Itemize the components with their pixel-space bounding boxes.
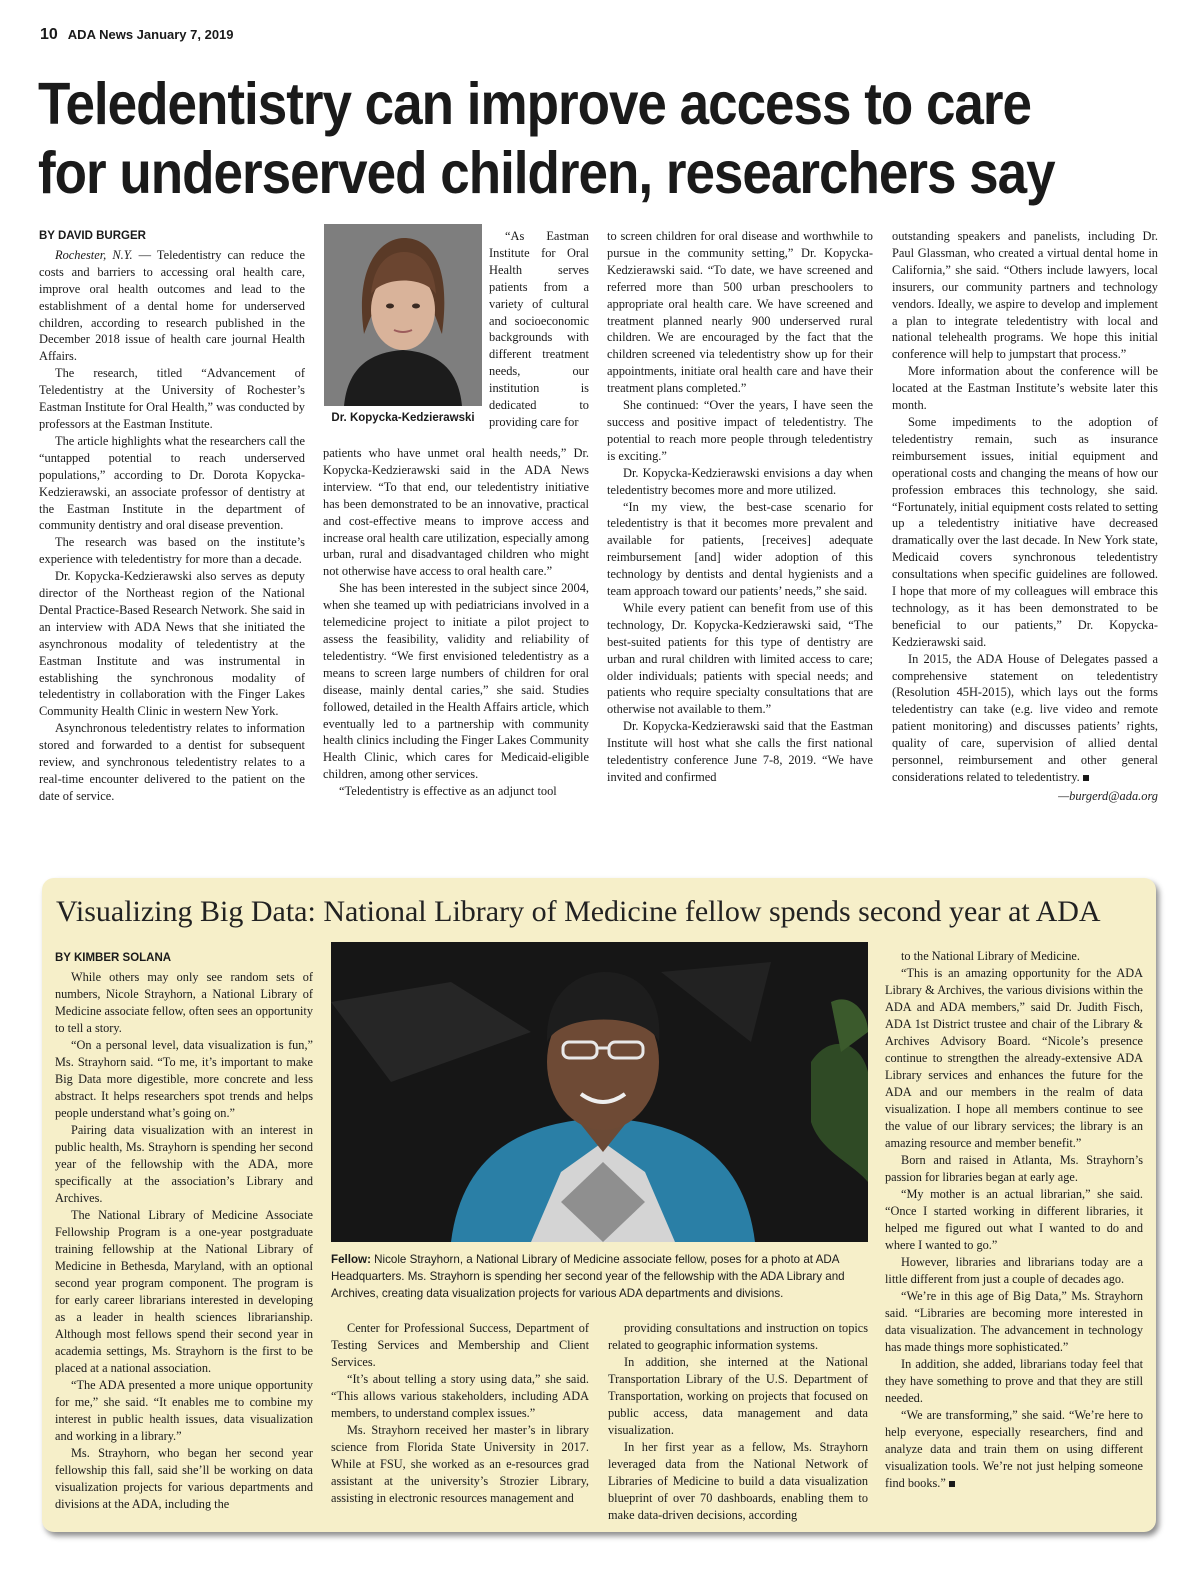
article-paragraph: The National Library of Medicine Associate Fellowship Program is a one-year postgraduate training fellowship at the National Library of Medicine in Bethesda, Maryland, with an optional second year program component. The program is for early career librarians interested in developing as a leader in health sciences librarianship. Although most fellows spend their second year in academia settings, Ms. Strayhorn is the first to be placed at a national association. xyxy=(55,1208,313,1375)
article1-column-1 xyxy=(39,228,305,805)
article-paragraph: She has been interested in the subject since 2004, when she teamed up with pediatricians involved in a telemedicine project to initiate a pilot project to assess the feasibility, validity and reliability of teledentistry. “We first envisioned teledentistry as a means to screen large numbers of children for oral disease, mainly dental caries,” she said. Studies followed, detailed in the Health Affairs article, which eventually led to a partnership with community health clinics including the Finger Lakes Community Health Clinic, which cares for Medicaid-eligible children, among other services. xyxy=(323,581,589,782)
article-paragraph: “On a personal level, data visualization is fun,” Ms. Strayhorn said. “To me, it’s important to make Big Data more digestible, more concrete and less abstract. It helps researchers spot trends and helps people understand what’s going on.” xyxy=(55,1038,313,1120)
portrait-caption: Dr. Kopycka-Kedzierawski xyxy=(331,412,475,424)
article-paragraph: Asynchronous teledentistry relates to information stored and forwarded to a dentist for subsequent review, and synchronous teledentistry relates to a real-time encounter delivered to the patient on the date of service. xyxy=(39,721,305,803)
article-paragraph: The research was based on the institute’s experience with teledentistry for more than a decade. xyxy=(39,535,305,567)
article1-column-2 xyxy=(323,445,589,800)
article-paragraph: In her first year as a fellow, Ms. Strayhorn leveraged data from the National Network of Libraries of Medicine to build a data visualization blueprint of over 70 dashboards, enabling them to make data-driven decisions, according xyxy=(608,1440,868,1522)
article-paragraph: She continued: “Over the years, I have seen the success and positive impact of teledentistry. The potential to reach more people through teledentistry is exciting.” xyxy=(607,398,873,463)
byline: BY DAVID BURGER xyxy=(39,230,146,242)
article-paragraph: In 2015, the ADA House of Delegates passed a comprehensive statement on teledentistry (Resolution 45H-2015), which lays out the forms teledentistry can take (e.g. live video and remote patient monitoring) and discusses patients’ rights, quality of care, supervision of allied dental personnel, reimbursement and other general considerations related to teledentistry. xyxy=(892,651,1158,784)
article-paragraph: Rochester, N.Y. — Teledentistry can reduce the costs and barriers to accessing oral health care, improve oral health outcomes and lead to the establishment of a dental home for underserved children, according to research published in the December 2018 issue of health care journal Health Affairs. xyxy=(39,247,305,364)
end-mark-icon xyxy=(1083,775,1089,781)
feature-photo xyxy=(331,942,868,1242)
article-paragraph: The research, titled “Advancement of Teledentistry at the University of Rochester’s Eastman Institute for Oral Health,” was conducted by professors at the Eastman Institute. xyxy=(39,366,305,431)
article-headline xyxy=(38,70,1168,209)
article-paragraph: “It’s about telling a story using data,” she said. “This allows various stakeholders, including ADA members, to understand complex issues.” xyxy=(331,1372,589,1420)
article-paragraph: “The ADA presented a more unique opportunity for me,” she said. “It enables me to combine my interest in public health issues, data visualization and working in a library.” xyxy=(55,1378,313,1443)
article-paragraph: “We are transforming,” she said. “We’re here to help everyone, especially researchers, find and analyze data and train them on using different visualization tools. We’re not just helping someone find books.” xyxy=(885,1408,1143,1490)
article-paragraph: “This is an amazing opportunity for the ADA Library & Archives, the various divisions within the ADA and ADA members,” said Dr. Judith Fisch, ADA 1st District trustee and chair of the Library & Archives Advisory Board. “Nicole’s presence continue to strengthen the already-extensive ADA Library services and enhances the future for the ADA and our members in the realm of data visualization. I hope all members continue to see the value of our library services; the library is an amazing resource and member benefit.” xyxy=(885,966,1143,1150)
headline-line-2: for underserved children, researchers say xyxy=(38,140,1055,207)
feature-photo-caption: Fellow: Nicole Strayhorn, a National Library of Medicine associate fellow, poses for a photo at ADA Headquarters. Ms. Strayhorn is spending her second year of the fellowship with the ADA Library and Archives, creating data visualization projects for various ADA departments and divisions. xyxy=(331,1253,845,1300)
feature-title: Visualizing Big Data: National Library of Medicine fellow spends second year at ADA xyxy=(56,895,1101,928)
article2-column-1 xyxy=(55,950,313,1513)
article-paragraph: Some impediments to the adoption of teledentistry remain, such as insurance reimbursement issues, initial equipment and operational costs and changing the means of how our profession embraces this technology, she said. “Fortunately, initial equipment costs related to setting up a teledentistry initiative have decreased dramatically over the last decade. In New York state, Medicaid covers synchronous teledentistry consultations when specific guidelines are followed. I hope that more of my colleagues will embrace this technology, as it has been demonstrated to be beneficial to our patients,” Dr. Kopycka-Kedzierawski said. xyxy=(892,414,1158,649)
portrait-photo xyxy=(324,224,482,406)
article-paragraph: “We’re in this age of Big Data,” Ms. Strayhorn said. “Libraries are becoming more interested in data visualization. The advancement in technology has made things more sophisticated.” xyxy=(885,1289,1143,1354)
publication-line: ADA News January 7, 2019 xyxy=(67,27,234,42)
article-paragraph: Dr. Kopycka-Kedzierawski also serves as deputy director of the Northeast region of the National Dental Practice-Based Research Network. She said in an interview with ADA News that she initiated the asynchronous modality of teledentistry at the Eastman Institute and was instrumental in establishing the synchronous modality of teledentistry in collaboration with the Finger Lakes Community Health Clinic in western New York. xyxy=(39,569,305,719)
end-mark-icon xyxy=(949,1481,955,1487)
article-paragraph: While others may only see random sets of numbers, Nicole Strayhorn, a National Library of Medicine associate fellow, often sees an opportunity to tell a story. xyxy=(55,970,313,1035)
article1-column-3 xyxy=(607,228,873,786)
article-paragraph: “My mother is an actual librarian,” she said. “Once I started working in different libraries, it helped me figured out what I wanted to do and where I wanted to go.” xyxy=(885,1187,1143,1252)
article-paragraph: In addition, she added, librarians today feel that they have something to prove and that they are still needed. xyxy=(885,1357,1143,1405)
article-paragraph: In addition, she interned at the National Transportation Library of the U.S. Department of Transportation, working on projects that focused on public access, data management and data visualization. xyxy=(608,1355,868,1437)
headline-line-1: Teledentistry can improve access to care xyxy=(38,71,1032,138)
article-paragraph: outstanding speakers and panelists, including Dr. Paul Glassman, who created a virtual dental home in California,” she said. “Others include lawyers, local insurers, our community partners and technology vendors. Ideally, we aspire to develop and implement a plan to integrate teledentistry with local and national telehealth programs. We hope this initial conference will help to jumpstart that process.” xyxy=(892,229,1158,362)
article-paragraph: Ms. Strayhorn received her master’s in library science from Florida State University in 2017. While at FSU, she worked as an e-resources grad assistant at the university’s Strozier Library, assisting in electronic resources management and xyxy=(331,1423,589,1505)
author-email: —burgerd@ada.org xyxy=(1058,788,1158,803)
article-paragraph: to the National Library of Medicine. xyxy=(901,949,1080,963)
article-paragraph: providing consultations and instruction on topics related to geographic information systems. xyxy=(608,1321,868,1352)
byline: BY KIMBER SOLANA xyxy=(55,952,172,964)
article2-column-2 xyxy=(331,1320,589,1507)
article-paragraph: Born and raised in Atlanta, Ms. Strayhorn’s passion for libraries began at early age. xyxy=(885,1153,1143,1184)
article-paragraph: “As Eastman Institute for Oral Health serves patients from a variety of cultural and socioeconomic backgrounds with different treatment needs, our institution is dedicated to providing care for xyxy=(489,229,589,429)
article2-column-3 xyxy=(608,1320,868,1524)
feature-photo-illustration xyxy=(331,942,868,1242)
article-paragraph: More information about the conference will be located at the Eastman Institute’s website later this month. xyxy=(892,364,1158,413)
article1-column-2-side xyxy=(489,228,589,431)
article-paragraph: “In my view, the best-case scenario for teledentistry is that it becomes more prevalent and available for patients, [receives] adequate reimbursement [and] wider adoption of this technology by dentists and dental hygienists and a team approach toward our patients’ needs,” she said. xyxy=(607,499,873,599)
portrait-illustration xyxy=(324,224,482,406)
article-paragraph: “Teledentistry is effective as an adjunct tool xyxy=(339,784,557,799)
article1-column-4 xyxy=(892,228,1158,805)
dateline: Rochester, N.Y. xyxy=(55,247,133,262)
article-paragraph: Pairing data visualization with an interest in public health, Ms. Strayhorn is spending her second year of the fellowship with the ADA, more specifically at the association’s Library and Archives. xyxy=(55,1123,313,1205)
article-paragraph: to screen children for oral disease and worthwhile to pursue in the community setting,” Dr. Kopycka-Kedzierawski said. “To date, we have screened and referred more than 500 urban preschoolers to appropriate oral health care. We have screened and treatment planned nearly 900 underserved rural children. We are encouraged by the fact that the children screened via teledentistry show up for their appointments, initiate oral health care and have their treatment plans completed.” xyxy=(607,229,873,396)
article-paragraph: Center for Professional Success, Department of Testing Services and Membership and Client Services. xyxy=(331,1321,589,1369)
article-paragraph: Dr. Kopycka-Kedzierawski envisions a day when teledentistry becomes more and more utilized. xyxy=(607,465,873,497)
page-number: 10 xyxy=(40,26,58,43)
article-paragraph: Ms. Strayhorn, who began her second year fellowship this fall, said she’ll be working on data visualization projects for various departments and divisions at the ADA, including the xyxy=(55,1446,313,1511)
article-paragraph: Dr. Kopycka-Kedzierawski said that the Eastman Institute will host what she calls the first national teledentistry conference June 7-8, 2019. “We have invited and confirmed xyxy=(607,719,873,784)
article-paragraph: However, libraries and librarians today are a little different from just a couple of decades ago. xyxy=(885,1255,1143,1286)
caption-label: Fellow: xyxy=(331,1253,371,1266)
article-paragraph: The article highlights what the researchers call the “untapped potential to reach underserved populations,” according to Dr. Dorota Kopycka-Kedzierawski, an associate professor of dentistry at the Eastman Institute in the department of community dentistry and oral disease prevention. xyxy=(39,433,305,533)
article-paragraph: While every patient can benefit from use of this technology, Dr. Kopycka-Kedzierawski said, “The best-suited patients for this type of dentistry are urban and rural children with limited access to care; older individuals; patients with special needs; and patients who require specialty consultations that are otherwise not available to them.” xyxy=(607,600,873,717)
page-folio xyxy=(40,26,234,44)
article2-column-4 xyxy=(885,948,1143,1492)
article-paragraph: patients who have unmet oral health needs,” Dr. Kopycka-Kedzierawski said in the ADA News interview. “To that end, our teledentistry initiative has been demonstrated to be an innovative, practical and cost-effective means to improve access and increase oral health care utilization, especially among urban, rural and disadvantaged children who might not otherwise have access to oral health care.” xyxy=(323,446,589,579)
